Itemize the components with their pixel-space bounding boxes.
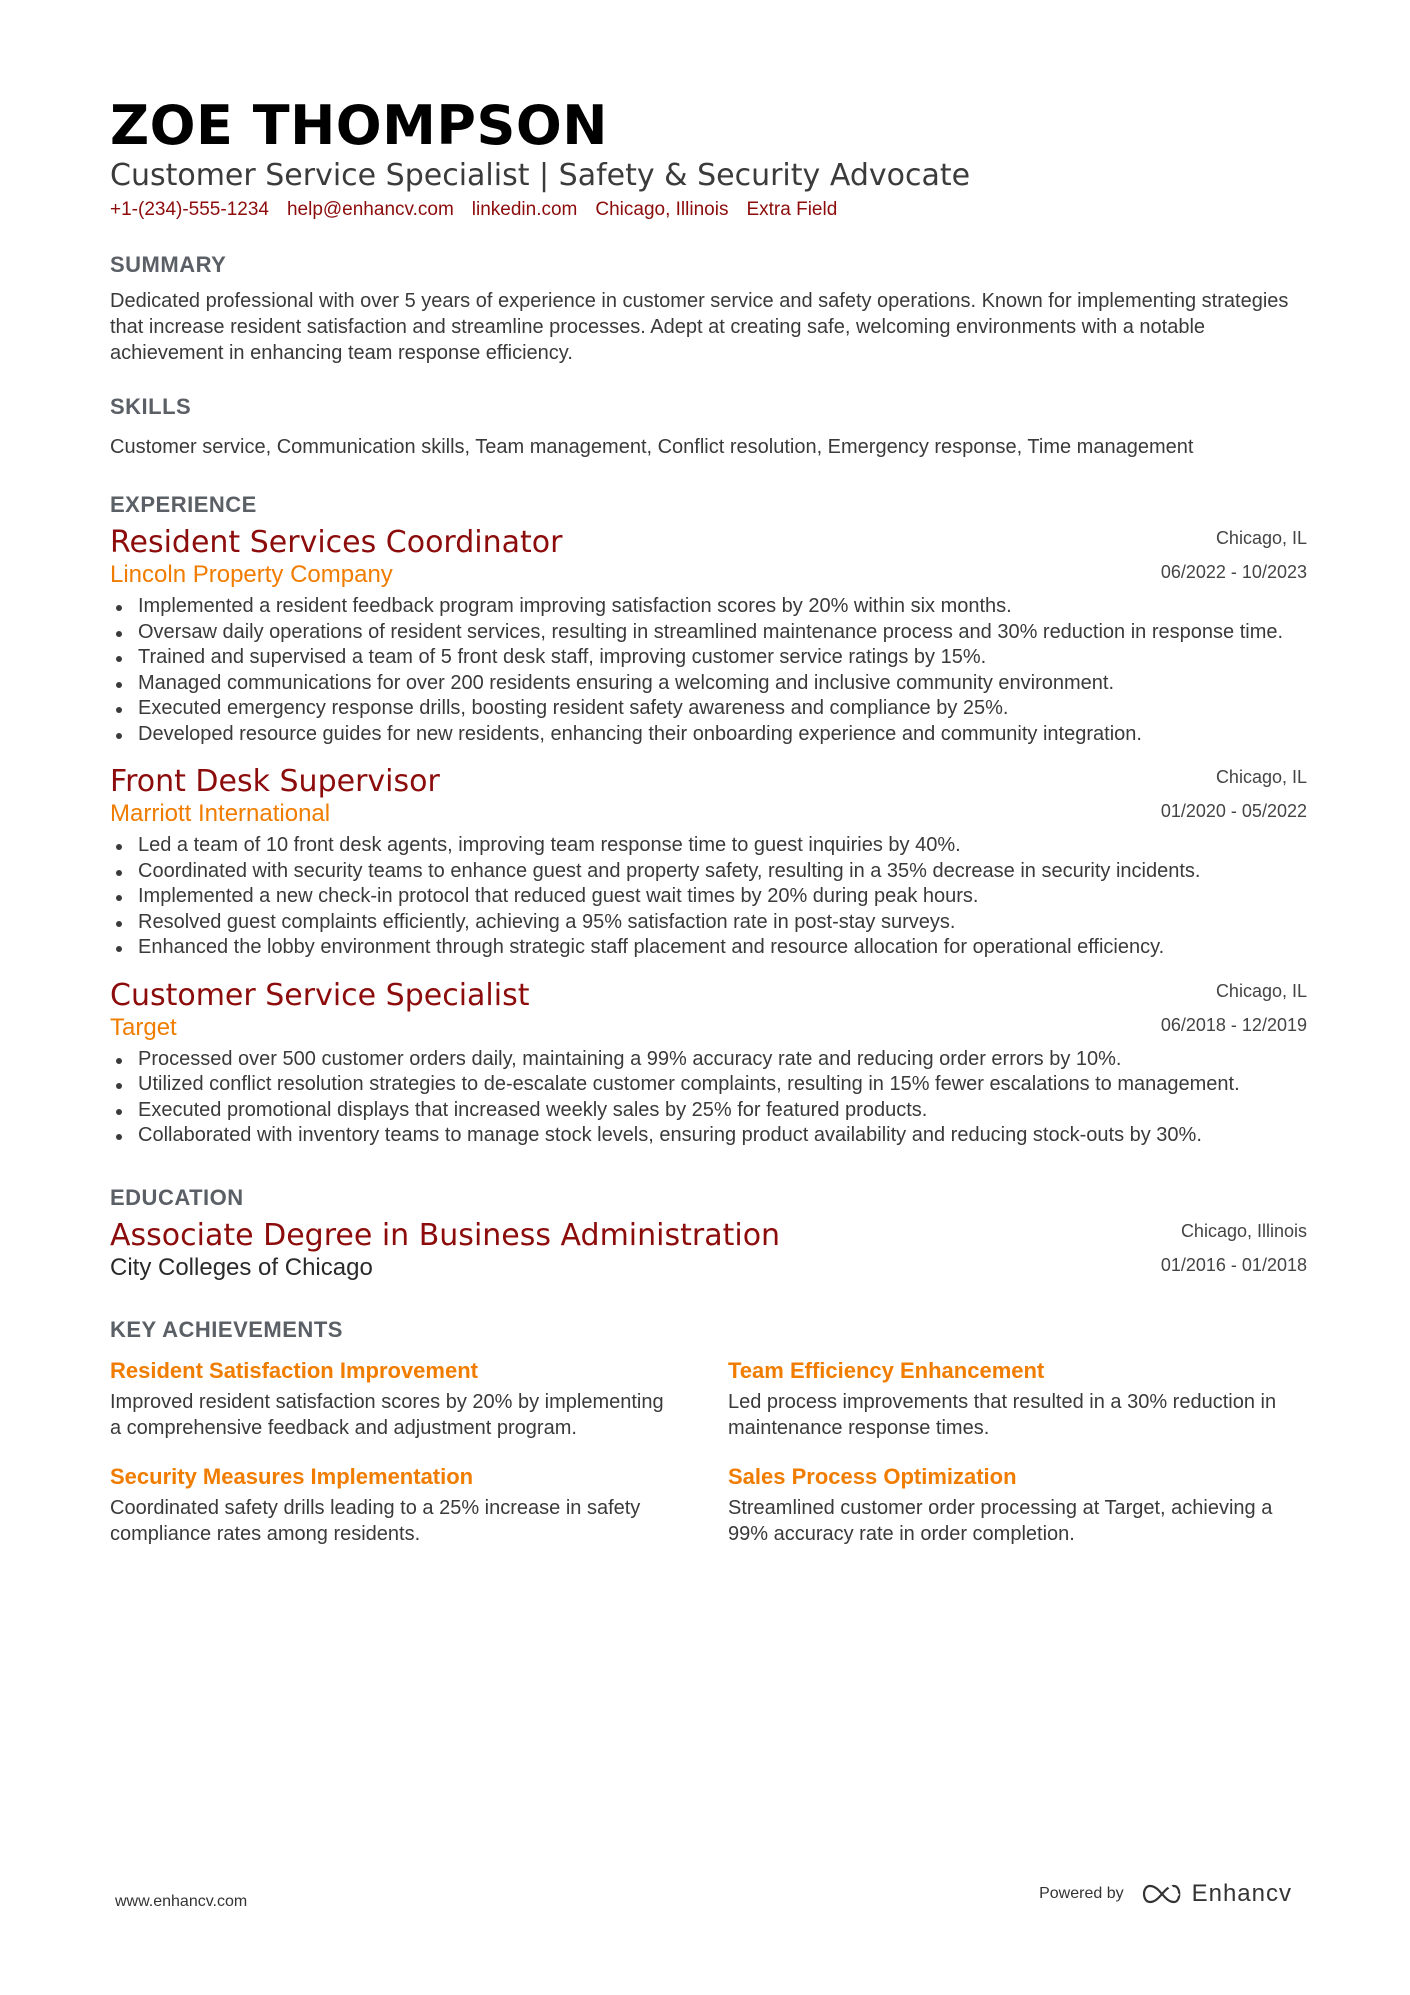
job-bullet: Utilized conflict resolution strategies to de-escalate customer complaints, resulting in 15% fewer escalations to management.	[110, 1072, 1307, 1098]
job-entry	[110, 526, 1307, 747]
job-title: Front Desk Supervisor	[110, 764, 440, 799]
education-degree: Associate Degree in Business Administration	[110, 1217, 781, 1253]
footer-website[interactable]: www.enhancv.com	[115, 1893, 248, 1910]
job-bullet: Collaborated with inventory teams to manage stock levels, ensuring product availability and reducing stock-outs by 30%.	[110, 1123, 1307, 1149]
summary-title: SUMMARY	[110, 252, 227, 277]
achievement-item	[110, 1357, 728, 1441]
achievement-title: Sales Process Optimization	[728, 1463, 1017, 1489]
job-title: Customer Service Specialist	[110, 977, 530, 1013]
job-header	[110, 979, 1307, 1043]
achievement-item	[728, 1357, 1307, 1441]
candidate-headline: Customer Service Specialist | Safety & Security Advocate	[110, 158, 971, 193]
job-entry	[110, 765, 1307, 961]
contact-extra: Extra Field	[746, 199, 838, 220]
job-bullet: Resolved guest complaints efficiently, achieving a 95% satisfaction rate in post-stay surveys.	[110, 910, 1307, 936]
skills-text: Customer service, Communication skills, Team management, Conflict resolution, Emergency response, Time management	[110, 436, 1194, 458]
experience-section	[110, 492, 1307, 1149]
job-bullet: Managed communications for over 200 residents ensuring a welcoming and inclusive community environment.	[110, 671, 1307, 697]
achievement-item	[728, 1463, 1307, 1547]
job-entry	[110, 979, 1307, 1149]
experience-title: EXPERIENCE	[110, 492, 257, 517]
job-bullet: Trained and supervised a team of 5 front desk staff, improving customer service ratings by 15%.	[110, 645, 1307, 671]
job-bullet: Developed resource guides for new residents, enhancing their onboarding experience and community integration.	[110, 722, 1307, 748]
job-company: Marriott International	[110, 800, 331, 827]
job-title: Resident Services Coordinator	[110, 525, 563, 560]
contact-location: Chicago, Illinois	[595, 199, 729, 220]
achievements-section	[110, 1317, 1307, 1547]
education-entry	[110, 1219, 1307, 1283]
education-school: City Colleges of Chicago	[110, 1253, 373, 1281]
summary-text: Dedicated professional with over 5 years of experience in customer service and safety operations. Known for implementing strategies that increase resident satisfaction and streamline processes. Adept at creating safe, welcoming environments with a notable achievement in enhancing team response efficiency.	[110, 290, 1289, 364]
candidate-name: ZOE THOMPSON	[110, 94, 608, 157]
achievements-grid	[110, 1357, 1307, 1547]
job-bullets	[110, 1047, 1307, 1149]
contact-bar	[110, 198, 1307, 222]
resume-page	[110, 96, 1307, 1547]
footer-branding	[1039, 1880, 1292, 1908]
summary-section	[110, 252, 1307, 366]
achievement-desc: Led process improvements that resulted in a 30% reduction in maintenance response times.	[728, 1390, 1277, 1439]
job-bullet: Oversaw daily operations of resident services, resulting in streamlined maintenance process and 30% reduction in response time.	[110, 620, 1307, 646]
job-bullet: Coordinated with security teams to enhance guest and property safety, resulting in a 35% decrease in security incidents.	[110, 859, 1307, 885]
achievement-title: Team Efficiency Enhancement	[728, 1357, 1045, 1383]
enhancv-logo[interactable]	[1138, 1880, 1292, 1908]
achievement-desc: Streamlined customer order processing at Target, achieving a 99% accuracy rate in order completion.	[728, 1496, 1273, 1545]
education-section	[110, 1185, 1307, 1283]
job-location: Chicago, IL	[1215, 767, 1307, 787]
achievement-title: Resident Satisfaction Improvement	[110, 1357, 478, 1383]
job-bullets	[110, 833, 1307, 961]
job-bullet: Implemented a resident feedback program improving satisfaction scores by 20% within six months.	[110, 594, 1307, 620]
achievement-desc: Coordinated safety drills leading to a 25% increase in safety compliance rates among residents.	[110, 1496, 641, 1545]
job-header	[110, 765, 1307, 829]
job-bullet: Executed emergency response drills, boosting resident safety awareness and compliance by 25%.	[110, 696, 1307, 722]
contact-email[interactable]: help@enhancv.com	[286, 199, 454, 220]
job-bullet: Executed promotional displays that increased weekly sales by 25% for featured products.	[110, 1098, 1307, 1124]
job-company: Target	[110, 1013, 177, 1041]
resume-header	[110, 96, 1307, 222]
job-bullet: Enhanced the lobby environment through strategic staff placement and resource allocation for operational efficiency.	[110, 935, 1307, 961]
job-dates: 06/2022 - 10/2023	[1160, 562, 1307, 582]
job-company: Lincoln Property Company	[110, 561, 393, 588]
achievement-title: Security Measures Implementation	[110, 1463, 474, 1489]
job-location: Chicago, IL	[1215, 528, 1307, 548]
infinity-logo-icon	[1138, 1882, 1184, 1906]
job-bullet: Led a team of 10 front desk agents, improving team response time to guest inquiries by 40%.	[110, 833, 1307, 859]
skills-section	[110, 394, 1307, 460]
achievement-item	[110, 1463, 728, 1547]
job-bullets	[110, 594, 1307, 747]
skills-title: SKILLS	[110, 394, 192, 419]
job-location: Chicago, IL	[1215, 980, 1307, 1001]
achievements-title: KEY ACHIEVEMENTS	[110, 1316, 343, 1342]
powered-by-label: Powered by	[1039, 1885, 1124, 1902]
achievement-desc: Improved resident satisfaction scores by 20% by implementing a comprehensive feedback and adjustment program.	[110, 1390, 664, 1439]
contact-phone[interactable]: +1-(234)-555-1234	[110, 199, 269, 220]
brand-name: Enhancv	[1191, 1880, 1292, 1907]
education-location: Chicago, Illinois	[1180, 1220, 1307, 1241]
job-bullet: Implemented a new check-in protocol that reduced guest wait times by 20% during peak hours.	[110, 884, 1307, 910]
education-dates: 01/2016 - 01/2018	[1160, 1254, 1307, 1275]
job-dates: 06/2018 - 12/2019	[1160, 1014, 1307, 1035]
education-title: EDUCATION	[110, 1184, 244, 1210]
job-header	[110, 526, 1307, 590]
job-dates: 01/2020 - 05/2022	[1160, 801, 1307, 821]
job-bullet: Processed over 500 customer orders daily, maintaining a 99% accuracy rate and reducing order errors by 10%.	[110, 1047, 1307, 1073]
contact-linkedin[interactable]: linkedin.com	[471, 199, 578, 220]
